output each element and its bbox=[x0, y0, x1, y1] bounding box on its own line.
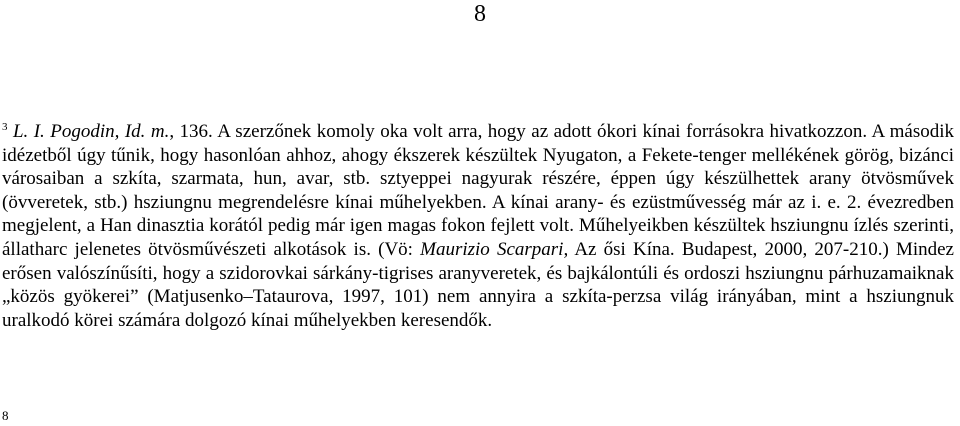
footnote-body-end: Az ősi Kína. Budapest, 2000, 207-210.) Mindez erősen valószínűsíti, hogy a szidorovkai sárkány-tigrises aranyveretek, és bajkálontúli és ordoszi hsziungnu párhuzamaiknak „közös gyökerei” (Matjusenko–Tataurova, 1997, 101) nem annyira a szkíta-perzsa világ irányában, mint a hsziungnuk uralkodó körei számára dolgozó kínai műhelyekben keresendők. bbox=[2, 238, 954, 331]
footnote-source-page: , 136. bbox=[169, 121, 218, 142]
footnote bbox=[2, 120, 954, 332]
footnote-source-author: L. I. Pogodin, Id. m. bbox=[12, 121, 170, 142]
footer-page-mark: 8 bbox=[2, 408, 9, 423]
footnote-body: A szerzőnek komoly oka volt arra, hogy az adott ókori kínai forrásokra hivatkozzon. A második idézetből úgy tűnik, hogy hasonlóan ahhoz, ahogy ékszerek készültek Nyugaton, a Fekete-tenger mellékének görög, bizánci városaiban a szkíta, szarmata, hun, avar, stb. sztyeppei nagyurak részére, éppen úgy készülhettek arany ötvösművek (övveretek, stb.) hsziungnu megrendelésre kínai műhelyekben. A kínai arany- és ezüstművesség már az i. e. 2. évezredben megjelent, a Han dinasztia korától pedig már igen magas fokon fejlett volt. Műhelyeikben készültek hsziungnu ízlés szerinti, állatharc jelenetes ötvösművészeti alkotások is. (Vö: bbox=[2, 121, 955, 260]
footnote-marker: 3 bbox=[2, 121, 8, 133]
page-number: 8 bbox=[474, 1, 486, 27]
footnote-cited-author: Maurizio Scarpari, bbox=[420, 238, 569, 260]
